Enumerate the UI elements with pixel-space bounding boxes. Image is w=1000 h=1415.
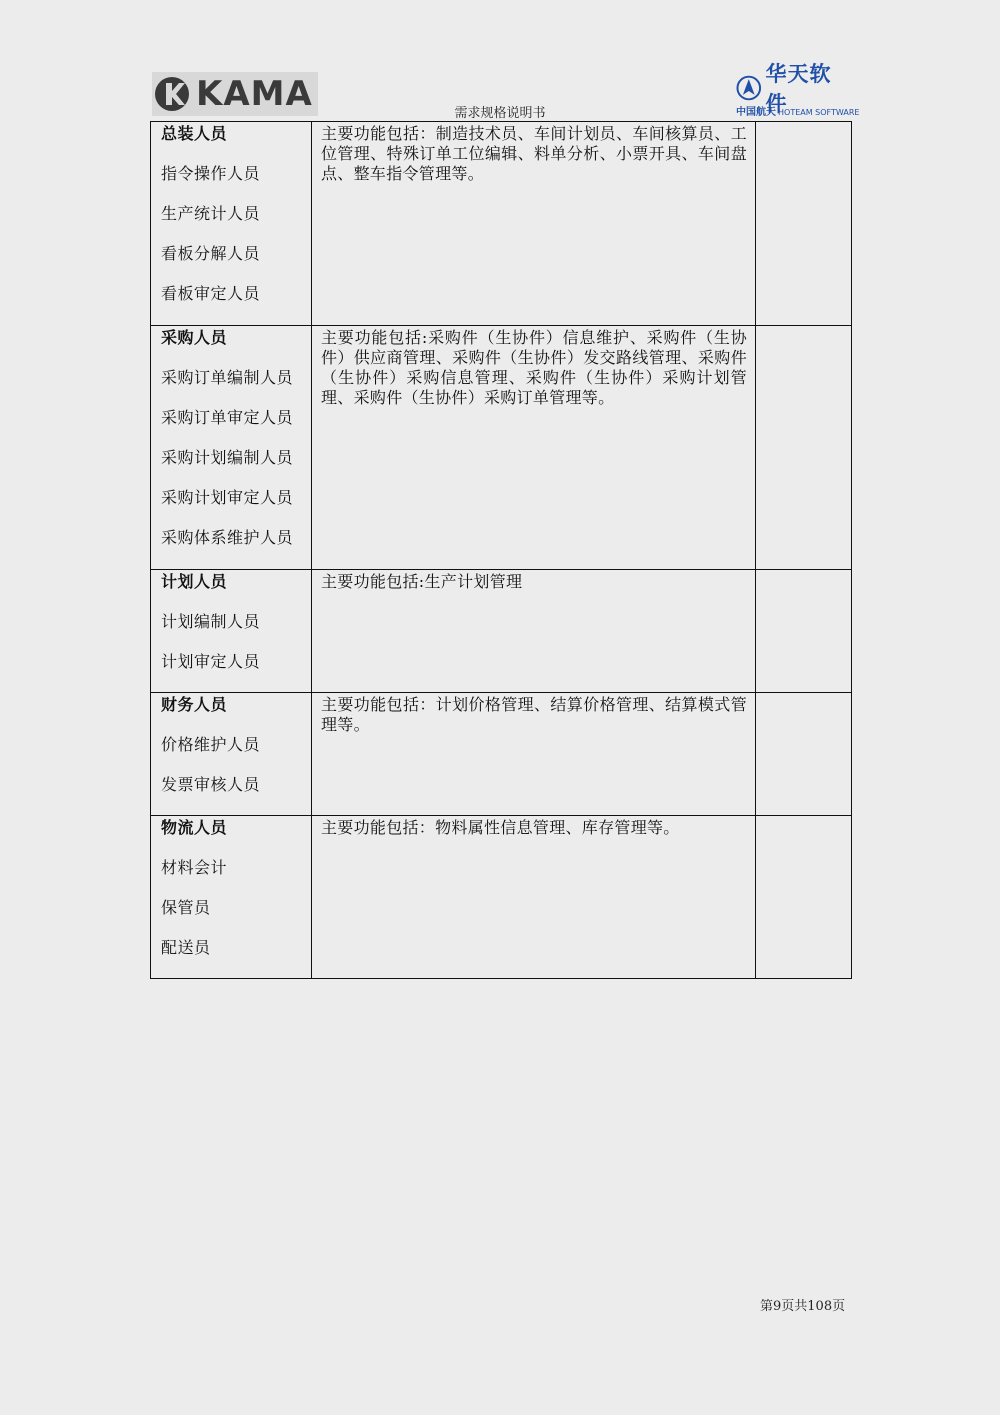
hoteam-logo-sub-cn: 中国航天 (736, 107, 776, 118)
role-item: 生产统计人员 (161, 204, 261, 223)
remarks-cell (756, 816, 852, 979)
table-row (151, 816, 852, 979)
requirements-table (150, 121, 852, 979)
table-row (151, 570, 852, 693)
role-group-title: 计划人员 (161, 572, 228, 591)
description-text: 主要功能包括：计划价格管理、结算价格管理、结算模式管理等。 (321, 695, 747, 734)
role-group-title: 采购人员 (161, 328, 228, 347)
description-cell (312, 326, 756, 570)
document-title: 需求规格说明书 (454, 106, 546, 121)
remarks-cell (756, 326, 852, 570)
remarks-cell (756, 693, 852, 816)
hoteam-logo-sub-en: HOTEAM SOFTWARE (778, 108, 860, 117)
role-cell (151, 816, 312, 979)
table-row (151, 326, 852, 570)
description-cell (312, 570, 756, 693)
hoteam-logo-cn: 华天软件 (765, 62, 832, 116)
role-item: 保管员 (161, 898, 211, 917)
role-cell (151, 326, 312, 570)
role-item: 采购体系维护人员 (161, 528, 294, 547)
description-text: 主要功能包括：制造技术员、车间计划员、车间核算员、工位管理、特殊订单工位编辑、料单分析、小票开具、车间盘点、整车指令管理等。 (321, 124, 747, 183)
description-text: 主要功能包括：物料属性信息管理、库存管理等。 (321, 818, 680, 837)
description-text: 主要功能包括:生产计划管理 (321, 572, 523, 591)
role-cell (151, 693, 312, 816)
remarks-cell (756, 570, 852, 693)
description-cell (312, 122, 756, 326)
role-item: 价格维护人员 (161, 735, 261, 754)
table-row (151, 693, 852, 816)
role-item: 看板分解人员 (161, 244, 261, 263)
role-group-title: 财务人员 (161, 695, 228, 714)
remarks-cell (756, 122, 852, 326)
role-item: 采购订单审定人员 (161, 408, 294, 427)
table-row (151, 122, 852, 326)
role-group-title: 总装人员 (161, 124, 228, 143)
description-cell (312, 693, 756, 816)
role-group-title: 物流人员 (161, 818, 228, 837)
hoteam-emblem-icon (736, 75, 762, 101)
page-number: 第9页共108页 (760, 1299, 846, 1314)
role-item: 配送员 (161, 938, 211, 957)
role-item: 指令操作人员 (161, 164, 261, 183)
role-cell (151, 122, 312, 326)
kama-logo-text: KAMA (196, 74, 313, 114)
description-text: 主要功能包括:采购件（生协件）信息维护、采购件（生协件）供应商管理、采购件（生协件）发交路线管理、采购件（生协件）采购信息管理、采购件（生协件）采购计划管理、采购件（生协件）采购订单管理等。 (321, 328, 747, 407)
requirements-table-body (151, 122, 852, 979)
role-item: 发票审核人员 (161, 775, 261, 794)
role-item: 看板审定人员 (161, 284, 261, 303)
role-item: 采购计划编制人员 (161, 448, 294, 467)
role-item: 材料会计 (161, 858, 228, 877)
role-item: 采购订单编制人员 (161, 368, 294, 387)
role-item: 采购计划审定人员 (161, 488, 294, 507)
description-cell (312, 816, 756, 979)
role-item: 计划审定人员 (161, 652, 261, 671)
role-item: 计划编制人员 (161, 612, 261, 631)
role-cell (151, 570, 312, 693)
